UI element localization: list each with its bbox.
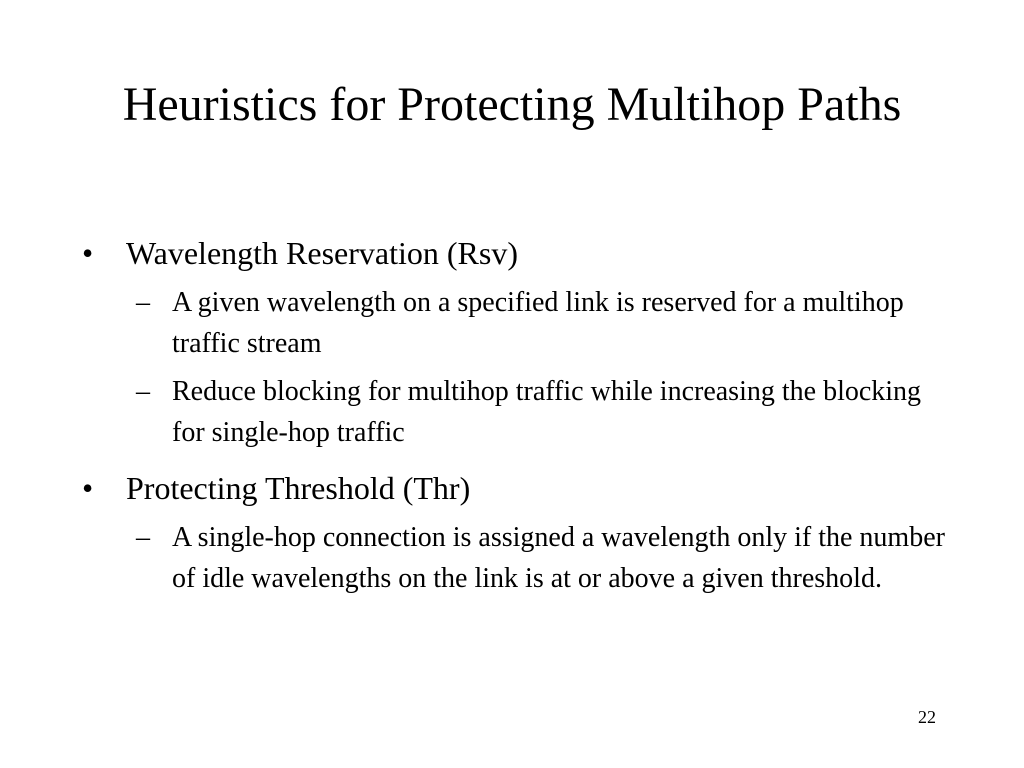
bullet-list xyxy=(82,230,952,611)
bullet-marker: • xyxy=(82,470,94,506)
bullet-text: Protecting Threshold (Thr) xyxy=(126,470,471,506)
page-number: 22 xyxy=(918,707,936,727)
sub-bullet-text: Reduce blocking for multihop traffic while increasing the blocking for single-hop traffic xyxy=(172,376,922,448)
sub-bullet-marker: – xyxy=(136,287,150,318)
bullet-marker: • xyxy=(82,235,94,271)
bullet-item-wavelength-reservation xyxy=(82,230,952,453)
sub-bullet-text: A given wavelength on a specified link is reserved for a multihop traffic stream xyxy=(172,287,904,359)
sub-bullet-marker: – xyxy=(136,376,150,407)
sub-bullet-list xyxy=(126,517,952,599)
sub-bullet-text: A single-hop connection is assigned a wavelength only if the number of idle wavelengths on the link is at or above a given threshold. xyxy=(172,522,945,594)
slide-title: Heuristics for Protecting Multihop Paths xyxy=(122,78,902,131)
bullet-item-protecting-threshold xyxy=(82,465,952,599)
sub-bullet-item xyxy=(126,371,952,453)
sub-bullet-item xyxy=(126,282,952,364)
bullet-text: Wavelength Reservation (Rsv) xyxy=(126,235,518,271)
sub-bullet-marker: – xyxy=(136,522,150,553)
sub-bullet-list xyxy=(126,282,952,453)
sub-bullet-item xyxy=(126,517,952,599)
